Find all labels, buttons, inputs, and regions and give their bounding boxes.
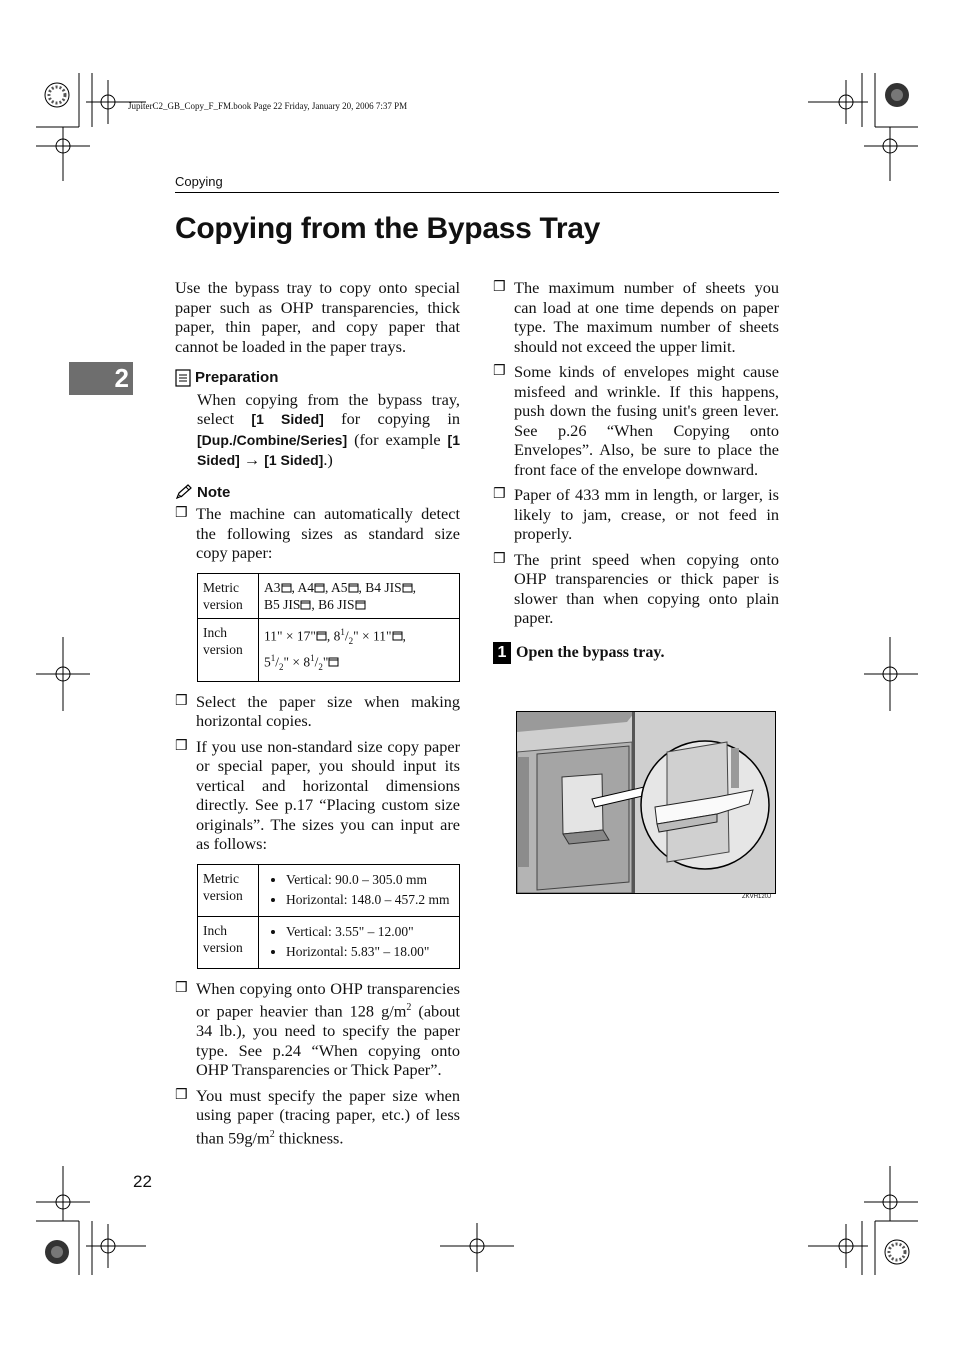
note-item: ❒ You must specify the paper size when using paper (tracing paper, etc.) of less than $59g/m^2$ thickness. — [175, 1085, 460, 1148]
checkbox-icon: ❒ — [493, 550, 506, 567]
table-cell: Inch version — [198, 916, 259, 968]
preparation-label: Preparation — [195, 369, 279, 386]
intro-paragraph: Use the bypass tray to copy onto special paper such as OHP transparencies, thick paper, thin paper, and copy paper that cannot be loaded in the paper trays. — [175, 278, 460, 356]
custom-size-table — [197, 864, 460, 969]
note-item: ❒ The machine can automatically detect the following sizes as standard size copy paper: — [175, 504, 460, 562]
note-item: ❒ The maximum number of sheets you can load at one time depends on paper type. The maximum number of sheets should not exceed the upper limit. — [493, 278, 779, 356]
left-column — [175, 278, 460, 1154]
checkbox-icon: ❒ — [493, 486, 506, 502]
checkbox-icon: ❒ — [175, 692, 188, 709]
table-cell: • Vertical: 3.55" – 12.00" • Horizontal: 5.83" – 18.00" — [259, 916, 460, 968]
note-item: ❒ Select the paper size when making horizontal copies. — [175, 691, 460, 731]
landscape-paper-icon — [392, 631, 403, 641]
note-item: ❒ If you use non-standard size copy paper or special paper, you should input its vertical and horizontal dimensions directly. See p.17 “Placing custom size originals”. The sizes you can input are as follows: — [175, 736, 460, 854]
bypass-tray-illustration — [516, 711, 776, 894]
table-cell: • Vertical: 90.0 – 305.0 mm • Horizontal: 148.0 – 457.2 mm — [259, 864, 460, 916]
preparation-text: When copying from the bypass tray, select [1 Sided] for copying in [Dup./Combine/Series] (for example [1 Sided] → [1 Sided].) — [197, 389, 460, 469]
file-meta-line: JupiterC2_GB_Copy_F_FM.book Page 22 Friday, January 20, 2006 7:37 PM — [128, 101, 408, 111]
note-item: ❒ When copying onto OHP transparencies or paper heavier than 128 $g/m^2$ (about 34 lb.), you need to specify the paper type. See p.24 “When copying onto OHP Transparencies or Thick Paper”. — [175, 978, 460, 1080]
landscape-paper-icon — [314, 583, 325, 593]
note-heading — [175, 483, 460, 503]
table-cell: Metric version — [198, 573, 259, 618]
step-number: 1 — [493, 642, 511, 664]
checkbox-icon: ❒ — [175, 737, 188, 754]
page-title: Copying from the Bypass Tray — [175, 212, 601, 245]
landscape-paper-icon — [328, 657, 339, 667]
right-column — [493, 278, 779, 664]
preparation-icon — [175, 369, 191, 387]
table-row — [198, 916, 460, 968]
landscape-paper-icon — [402, 583, 413, 593]
standard-size-table — [197, 573, 460, 682]
figure-code: ZKVH120J — [742, 894, 772, 900]
table-cell: Metric version — [198, 864, 259, 916]
header-rule — [175, 192, 779, 193]
table-cell: Inch version — [198, 618, 259, 681]
landscape-paper-icon — [348, 583, 359, 593]
table-row — [198, 573, 460, 618]
note-item: ❒ Some kinds of envelopes might cause misfeed and wrinkle. If this happens, push down the fusing unit's green lever. See p.26 “When Copying onto Envelopes”. Also, be sure to place the front face of the envelope downward. — [493, 362, 779, 479]
landscape-paper-icon — [316, 631, 327, 641]
checkbox-icon: ❒ — [175, 1086, 188, 1103]
section-header: Copying — [175, 174, 223, 189]
note-item: ❒ Paper of 433 mm in length, or larger, is likely to jam, crease, or not feed in properly. — [493, 485, 779, 543]
step-text: Open the bypass tray. — [516, 643, 665, 661]
landscape-paper-icon — [281, 583, 292, 593]
note-label: Note — [197, 483, 231, 501]
checkbox-icon: ❒ — [175, 979, 188, 996]
chapter-tab: 2 — [69, 362, 133, 395]
pencil-icon — [175, 484, 193, 500]
page-number: 22 — [133, 1172, 152, 1191]
landscape-paper-icon — [355, 600, 366, 610]
table-cell: A3 , A4 , A5 , B4 JIS , B5 JIS , B6 JIS — [259, 573, 460, 618]
step-1 — [493, 642, 779, 664]
landscape-paper-icon — [300, 600, 311, 610]
preparation-heading — [175, 368, 460, 388]
checkbox-icon: ❒ — [493, 363, 506, 379]
table-row — [198, 864, 460, 916]
checkbox-icon: ❒ — [175, 505, 188, 521]
table-row — [198, 618, 460, 681]
checkbox-icon: ❒ — [493, 279, 506, 295]
note-item: ❒ The print speed when copying onto OHP transparencies or thick paper is slower than when copying onto plain paper. — [493, 549, 779, 627]
table-cell: 11" × 17" , $8^1/_2$" × 11" , $5^1/_2$" × $8^1/_2$" — [259, 618, 460, 681]
